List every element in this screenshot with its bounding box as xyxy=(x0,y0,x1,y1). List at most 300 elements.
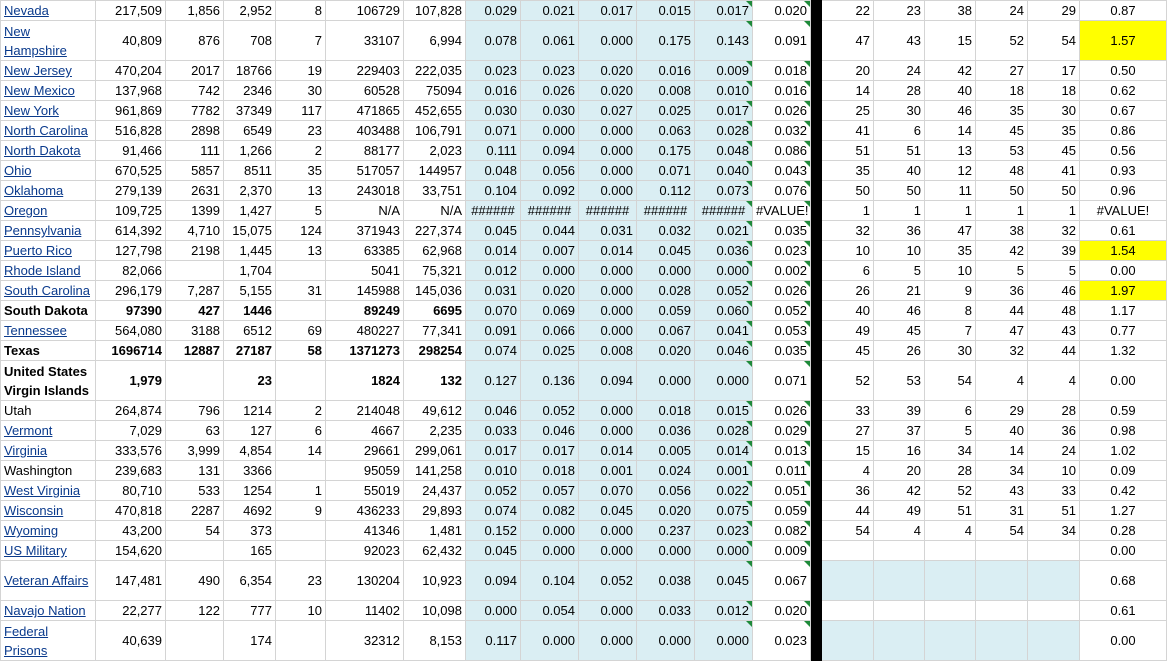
rank-cell[interactable]: 41 xyxy=(1028,161,1080,181)
count-cell[interactable]: 1,445 xyxy=(224,241,276,261)
rate-cell[interactable]: 0.001 xyxy=(695,461,753,481)
score-cell[interactable]: 0.68 xyxy=(1080,561,1167,601)
rate-cell[interactable]: 0.060 xyxy=(695,301,753,321)
rate-cell[interactable]: 0.069 xyxy=(521,301,579,321)
rate-cell[interactable]: 0.237 xyxy=(637,521,695,541)
count-cell[interactable]: 5857 xyxy=(166,161,224,181)
count-cell[interactable]: 4,710 xyxy=(166,221,224,241)
rate-cell[interactable]: 0.010 xyxy=(695,81,753,101)
average-cell[interactable]: 0.076 xyxy=(753,181,811,201)
rank-cell[interactable]: 39 xyxy=(874,401,925,421)
rate-cell[interactable]: 0.001 xyxy=(579,461,637,481)
rank-cell[interactable]: 38 xyxy=(925,1,976,21)
count-cell[interactable]: 89249 xyxy=(326,301,404,321)
rank-cell[interactable]: 49 xyxy=(822,321,874,341)
rate-cell[interactable]: 0.070 xyxy=(579,481,637,501)
rank-cell[interactable]: 25 xyxy=(822,101,874,121)
count-cell[interactable]: 22,277 xyxy=(96,601,166,621)
count-cell[interactable]: 2287 xyxy=(166,501,224,521)
rate-cell[interactable]: 0.152 xyxy=(466,521,521,541)
rank-cell[interactable]: 15 xyxy=(822,441,874,461)
average-cell[interactable]: #VALUE! xyxy=(753,201,811,221)
rate-cell[interactable]: 0.023 xyxy=(466,61,521,81)
count-cell[interactable]: 7,029 xyxy=(96,421,166,441)
rank-cell[interactable]: 38 xyxy=(976,221,1028,241)
count-cell[interactable] xyxy=(166,361,224,401)
rank-cell[interactable]: 50 xyxy=(822,181,874,201)
row-label-cell[interactable]: South Carolina xyxy=(1,281,96,301)
rate-cell[interactable]: 0.057 xyxy=(521,481,579,501)
count-cell[interactable]: 296,179 xyxy=(96,281,166,301)
count-cell[interactable]: 111 xyxy=(166,141,224,161)
rank-cell[interactable]: 18 xyxy=(976,81,1028,101)
rank-cell[interactable]: 52 xyxy=(822,361,874,401)
rank-cell[interactable]: 14 xyxy=(925,121,976,141)
rank-cell[interactable]: 48 xyxy=(976,161,1028,181)
average-cell[interactable]: 0.052 xyxy=(753,301,811,321)
score-cell[interactable]: 0.87 xyxy=(1080,1,1167,21)
rank-cell[interactable]: 18 xyxy=(1028,81,1080,101)
rank-cell[interactable]: 44 xyxy=(822,501,874,521)
count-cell[interactable]: 6 xyxy=(276,421,326,441)
average-cell[interactable]: 0.011 xyxy=(753,461,811,481)
count-cell[interactable]: 127 xyxy=(224,421,276,441)
count-cell[interactable]: 23 xyxy=(276,561,326,601)
row-label-cell[interactable]: New Jersey xyxy=(1,61,96,81)
rate-cell[interactable]: 0.014 xyxy=(695,441,753,461)
count-cell[interactable]: 670,525 xyxy=(96,161,166,181)
count-cell[interactable]: 75,321 xyxy=(404,261,466,281)
count-cell[interactable]: 95059 xyxy=(326,461,404,481)
count-cell[interactable]: 1824 xyxy=(326,361,404,401)
rank-cell[interactable]: 24 xyxy=(1028,441,1080,461)
rate-cell[interactable]: 0.014 xyxy=(579,441,637,461)
average-cell[interactable]: 0.086 xyxy=(753,141,811,161)
count-cell[interactable]: 109,725 xyxy=(96,201,166,221)
rate-cell[interactable]: 0.000 xyxy=(466,601,521,621)
count-cell[interactable]: 2198 xyxy=(166,241,224,261)
rate-cell[interactable]: 0.094 xyxy=(466,561,521,601)
count-cell[interactable]: 60528 xyxy=(326,81,404,101)
rank-cell[interactable]: 43 xyxy=(1028,321,1080,341)
rate-cell[interactable]: 0.012 xyxy=(466,261,521,281)
rank-cell[interactable]: 10 xyxy=(874,241,925,261)
rate-cell[interactable]: 0.143 xyxy=(695,21,753,61)
rate-cell[interactable]: 0.094 xyxy=(521,141,579,161)
rank-cell[interactable]: 28 xyxy=(874,81,925,101)
rate-cell[interactable]: 0.048 xyxy=(695,141,753,161)
count-cell[interactable]: 80,710 xyxy=(96,481,166,501)
rate-cell[interactable]: 0.104 xyxy=(466,181,521,201)
rate-cell[interactable]: 0.078 xyxy=(466,21,521,61)
count-cell[interactable]: 2898 xyxy=(166,121,224,141)
count-cell[interactable]: 452,655 xyxy=(404,101,466,121)
rank-cell[interactable]: 27 xyxy=(822,421,874,441)
count-cell[interactable]: 41346 xyxy=(326,521,404,541)
average-cell[interactable]: 0.043 xyxy=(753,161,811,181)
count-cell[interactable] xyxy=(276,461,326,481)
count-cell[interactable]: 13 xyxy=(276,181,326,201)
rank-cell[interactable]: 45 xyxy=(976,121,1028,141)
count-cell[interactable]: 107,828 xyxy=(404,1,466,21)
row-label-cell[interactable]: Utah xyxy=(1,401,96,421)
count-cell[interactable]: 1214 xyxy=(224,401,276,421)
count-cell[interactable]: 62,968 xyxy=(404,241,466,261)
rate-cell[interactable]: 0.008 xyxy=(637,81,695,101)
rank-cell[interactable]: 11 xyxy=(925,181,976,201)
row-label-cell[interactable]: Rhode Island xyxy=(1,261,96,281)
score-cell[interactable]: 0.61 xyxy=(1080,601,1167,621)
rank-cell[interactable]: 10 xyxy=(822,241,874,261)
rank-cell[interactable]: 20 xyxy=(874,461,925,481)
count-cell[interactable]: 13 xyxy=(276,241,326,261)
rank-cell[interactable]: 1 xyxy=(874,201,925,221)
count-cell[interactable]: 3366 xyxy=(224,461,276,481)
count-cell[interactable]: 470,818 xyxy=(96,501,166,521)
average-cell[interactable]: 0.035 xyxy=(753,341,811,361)
rank-cell[interactable] xyxy=(976,541,1028,561)
rate-cell[interactable]: 0.028 xyxy=(695,121,753,141)
score-cell[interactable]: 1.02 xyxy=(1080,441,1167,461)
count-cell[interactable]: 371943 xyxy=(326,221,404,241)
count-cell[interactable]: 122 xyxy=(166,601,224,621)
rate-cell[interactable]: 0.023 xyxy=(521,61,579,81)
row-label-cell[interactable]: Puerto Rico xyxy=(1,241,96,261)
rate-cell[interactable]: 0.092 xyxy=(521,181,579,201)
score-cell[interactable]: 1.57 xyxy=(1080,21,1167,61)
count-cell[interactable]: 1446 xyxy=(224,301,276,321)
rank-cell[interactable]: 44 xyxy=(976,301,1028,321)
rate-cell[interactable]: 0.000 xyxy=(637,621,695,661)
rate-cell[interactable]: 0.066 xyxy=(521,321,579,341)
count-cell[interactable]: 7782 xyxy=(166,101,224,121)
score-cell[interactable]: 0.67 xyxy=(1080,101,1167,121)
score-cell[interactable]: 0.42 xyxy=(1080,481,1167,501)
rank-cell[interactable]: 27 xyxy=(976,61,1028,81)
row-label-cell[interactable]: Veteran Affairs xyxy=(1,561,96,601)
rate-cell[interactable]: 0.091 xyxy=(466,321,521,341)
rate-cell[interactable]: 0.000 xyxy=(521,261,579,281)
rate-cell[interactable]: 0.026 xyxy=(521,81,579,101)
rate-cell[interactable]: 0.007 xyxy=(521,241,579,261)
count-cell[interactable]: 564,080 xyxy=(96,321,166,341)
average-cell[interactable]: 0.059 xyxy=(753,501,811,521)
rate-cell[interactable]: 0.017 xyxy=(695,101,753,121)
rank-cell[interactable]: 51 xyxy=(874,141,925,161)
count-cell[interactable]: 8511 xyxy=(224,161,276,181)
count-cell[interactable]: 4692 xyxy=(224,501,276,521)
rate-cell[interactable]: 0.000 xyxy=(579,541,637,561)
rank-cell[interactable]: 30 xyxy=(874,101,925,121)
rank-cell[interactable]: 16 xyxy=(874,441,925,461)
count-cell[interactable]: 145988 xyxy=(326,281,404,301)
rate-cell[interactable]: 0.175 xyxy=(637,141,695,161)
rate-cell[interactable]: 0.020 xyxy=(521,281,579,301)
count-cell[interactable]: 1399 xyxy=(166,201,224,221)
count-cell[interactable]: 19 xyxy=(276,61,326,81)
rate-cell[interactable]: 0.073 xyxy=(695,181,753,201)
rate-cell[interactable]: 0.045 xyxy=(695,561,753,601)
rank-cell[interactable]: 5 xyxy=(1028,261,1080,281)
rank-cell[interactable]: 36 xyxy=(822,481,874,501)
rate-cell[interactable]: 0.000 xyxy=(579,601,637,621)
rank-cell[interactable]: 54 xyxy=(925,361,976,401)
average-cell[interactable]: 0.029 xyxy=(753,421,811,441)
count-cell[interactable]: 117 xyxy=(276,101,326,121)
count-cell[interactable]: 777 xyxy=(224,601,276,621)
count-cell[interactable]: 517057 xyxy=(326,161,404,181)
count-cell[interactable]: 10,923 xyxy=(404,561,466,601)
rank-cell[interactable]: 36 xyxy=(874,221,925,241)
count-cell[interactable]: 63 xyxy=(166,421,224,441)
rank-cell[interactable]: 40 xyxy=(925,81,976,101)
count-cell[interactable] xyxy=(276,301,326,321)
count-cell[interactable]: 961,869 xyxy=(96,101,166,121)
count-cell[interactable]: 40,809 xyxy=(96,21,166,61)
rate-cell[interactable]: 0.033 xyxy=(637,601,695,621)
rate-cell[interactable]: 0.000 xyxy=(579,121,637,141)
rank-cell[interactable]: 32 xyxy=(976,341,1028,361)
rank-cell[interactable]: 4 xyxy=(976,361,1028,401)
rate-cell[interactable]: 0.000 xyxy=(579,301,637,321)
count-cell[interactable]: 427 xyxy=(166,301,224,321)
rate-cell[interactable]: 0.056 xyxy=(637,481,695,501)
count-cell[interactable]: 29,893 xyxy=(404,501,466,521)
rank-cell[interactable]: 41 xyxy=(822,121,874,141)
count-cell[interactable]: 131 xyxy=(166,461,224,481)
count-cell[interactable]: 299,061 xyxy=(404,441,466,461)
rank-cell[interactable]: 5 xyxy=(874,261,925,281)
count-cell[interactable]: 5,155 xyxy=(224,281,276,301)
count-cell[interactable]: 876 xyxy=(166,21,224,61)
count-cell[interactable]: 1696714 xyxy=(96,341,166,361)
rank-cell[interactable]: 34 xyxy=(976,461,1028,481)
rate-cell[interactable]: 0.025 xyxy=(637,101,695,121)
rate-cell[interactable]: 0.021 xyxy=(695,221,753,241)
count-cell[interactable]: 3,999 xyxy=(166,441,224,461)
rank-cell[interactable]: 45 xyxy=(874,321,925,341)
count-cell[interactable]: 298254 xyxy=(404,341,466,361)
rate-cell[interactable]: 0.000 xyxy=(579,161,637,181)
rate-cell[interactable]: 0.071 xyxy=(466,121,521,141)
rank-cell[interactable]: 36 xyxy=(1028,421,1080,441)
rate-cell[interactable]: 0.000 xyxy=(579,621,637,661)
count-cell[interactable]: 29661 xyxy=(326,441,404,461)
rate-cell[interactable]: 0.052 xyxy=(579,561,637,601)
rate-cell[interactable]: 0.021 xyxy=(521,1,579,21)
count-cell[interactable]: 1,427 xyxy=(224,201,276,221)
count-cell[interactable]: 403488 xyxy=(326,121,404,141)
rank-cell[interactable]: 42 xyxy=(925,61,976,81)
rank-cell[interactable] xyxy=(1028,621,1080,661)
rate-cell[interactable]: 0.012 xyxy=(695,601,753,621)
rate-cell[interactable]: 0.015 xyxy=(695,401,753,421)
row-label-cell[interactable]: Washington xyxy=(1,461,96,481)
rank-cell[interactable]: 35 xyxy=(976,101,1028,121)
rate-cell[interactable]: ###### xyxy=(579,201,637,221)
count-cell[interactable]: 3188 xyxy=(166,321,224,341)
count-cell[interactable]: 10 xyxy=(276,601,326,621)
score-cell[interactable]: 1.27 xyxy=(1080,501,1167,521)
rate-cell[interactable]: 0.074 xyxy=(466,501,521,521)
average-cell[interactable]: 0.018 xyxy=(753,61,811,81)
rate-cell[interactable]: 0.022 xyxy=(695,481,753,501)
rate-cell[interactable]: 0.044 xyxy=(521,221,579,241)
score-cell[interactable]: 0.59 xyxy=(1080,401,1167,421)
count-cell[interactable]: 222,035 xyxy=(404,61,466,81)
rate-cell[interactable]: 0.038 xyxy=(637,561,695,601)
count-cell[interactable]: 279,139 xyxy=(96,181,166,201)
count-cell[interactable]: 165 xyxy=(224,541,276,561)
count-cell[interactable]: 12887 xyxy=(166,341,224,361)
count-cell[interactable]: 7 xyxy=(276,21,326,61)
score-cell[interactable]: 0.98 xyxy=(1080,421,1167,441)
rank-cell[interactable]: 35 xyxy=(822,161,874,181)
rank-cell[interactable] xyxy=(874,621,925,661)
rank-cell[interactable]: 42 xyxy=(874,481,925,501)
count-cell[interactable]: 174 xyxy=(224,621,276,661)
row-label-cell[interactable]: West Virginia xyxy=(1,481,96,501)
rank-cell[interactable] xyxy=(1028,601,1080,621)
count-cell[interactable]: 2 xyxy=(276,141,326,161)
count-cell[interactable]: 1,266 xyxy=(224,141,276,161)
rate-cell[interactable]: 0.025 xyxy=(521,341,579,361)
count-cell[interactable]: 58 xyxy=(276,341,326,361)
count-cell[interactable]: 27187 xyxy=(224,341,276,361)
rate-cell[interactable]: 0.045 xyxy=(637,241,695,261)
count-cell[interactable]: 147,481 xyxy=(96,561,166,601)
rate-cell[interactable]: 0.010 xyxy=(466,461,521,481)
rate-cell[interactable]: ###### xyxy=(521,201,579,221)
score-cell[interactable]: 0.50 xyxy=(1080,61,1167,81)
rate-cell[interactable]: 0.112 xyxy=(637,181,695,201)
row-label-cell[interactable]: Oregon xyxy=(1,201,96,221)
count-cell[interactable]: 2,370 xyxy=(224,181,276,201)
count-cell[interactable]: 1254 xyxy=(224,481,276,501)
rank-cell[interactable]: 28 xyxy=(1028,401,1080,421)
rank-cell[interactable]: 8 xyxy=(925,301,976,321)
count-cell[interactable]: 40,639 xyxy=(96,621,166,661)
rank-cell[interactable]: 49 xyxy=(874,501,925,521)
count-cell[interactable]: 127,798 xyxy=(96,241,166,261)
rate-cell[interactable]: ###### xyxy=(637,201,695,221)
rate-cell[interactable]: 0.041 xyxy=(695,321,753,341)
average-cell[interactable]: 0.020 xyxy=(753,1,811,21)
rate-cell[interactable]: 0.063 xyxy=(637,121,695,141)
rate-cell[interactable]: 0.009 xyxy=(695,61,753,81)
rate-cell[interactable]: 0.045 xyxy=(466,221,521,241)
rate-cell[interactable]: 0.036 xyxy=(695,241,753,261)
count-cell[interactable]: 145,036 xyxy=(404,281,466,301)
rate-cell[interactable]: 0.082 xyxy=(521,501,579,521)
count-cell[interactable]: 106729 xyxy=(326,1,404,21)
rank-cell[interactable]: 51 xyxy=(925,501,976,521)
score-cell[interactable]: 0.00 xyxy=(1080,261,1167,281)
rank-cell[interactable]: 54 xyxy=(822,521,874,541)
rate-cell[interactable]: 0.056 xyxy=(521,161,579,181)
rank-cell[interactable]: 33 xyxy=(1028,481,1080,501)
rank-cell[interactable]: 26 xyxy=(822,281,874,301)
rank-cell[interactable] xyxy=(822,621,874,661)
score-cell[interactable]: 1.54 xyxy=(1080,241,1167,261)
rate-cell[interactable]: 0.054 xyxy=(521,601,579,621)
rate-cell[interactable]: 0.000 xyxy=(521,121,579,141)
count-cell[interactable]: 490 xyxy=(166,561,224,601)
rank-cell[interactable]: 43 xyxy=(976,481,1028,501)
count-cell[interactable] xyxy=(276,261,326,281)
average-cell[interactable]: 0.091 xyxy=(753,21,811,61)
count-cell[interactable]: 31 xyxy=(276,281,326,301)
count-cell[interactable]: 23 xyxy=(224,361,276,401)
row-label-cell[interactable]: New Mexico xyxy=(1,81,96,101)
score-cell[interactable]: 0.09 xyxy=(1080,461,1167,481)
rate-cell[interactable]: 0.017 xyxy=(695,1,753,21)
rate-cell[interactable]: 0.046 xyxy=(521,421,579,441)
rank-cell[interactable]: 40 xyxy=(822,301,874,321)
rank-cell[interactable]: 29 xyxy=(976,401,1028,421)
rank-cell[interactable]: 14 xyxy=(822,81,874,101)
count-cell[interactable]: 373 xyxy=(224,521,276,541)
rate-cell[interactable]: 0.075 xyxy=(695,501,753,521)
count-cell[interactable]: 97390 xyxy=(96,301,166,321)
row-label-cell[interactable]: Wyoming xyxy=(1,521,96,541)
count-cell[interactable]: 14 xyxy=(276,441,326,461)
rank-cell[interactable]: 44 xyxy=(1028,341,1080,361)
count-cell[interactable] xyxy=(166,541,224,561)
rank-cell[interactable]: 4 xyxy=(1028,361,1080,401)
rate-cell[interactable]: 0.016 xyxy=(466,81,521,101)
rate-cell[interactable]: 0.000 xyxy=(579,401,637,421)
rate-cell[interactable]: 0.000 xyxy=(579,141,637,161)
rank-cell[interactable]: 17 xyxy=(1028,61,1080,81)
count-cell[interactable]: 8,153 xyxy=(404,621,466,661)
average-cell[interactable]: 0.026 xyxy=(753,281,811,301)
rate-cell[interactable]: 0.018 xyxy=(637,401,695,421)
row-label-cell[interactable]: Oklahoma xyxy=(1,181,96,201)
rate-cell[interactable]: 0.000 xyxy=(695,541,753,561)
rank-cell[interactable]: 6 xyxy=(822,261,874,281)
rank-cell[interactable]: 47 xyxy=(976,321,1028,341)
count-cell[interactable]: 214048 xyxy=(326,401,404,421)
rate-cell[interactable]: 0.000 xyxy=(521,521,579,541)
rank-cell[interactable]: 4 xyxy=(925,521,976,541)
rank-cell[interactable]: 46 xyxy=(925,101,976,121)
rank-cell[interactable]: 30 xyxy=(1028,101,1080,121)
rank-cell[interactable]: 10 xyxy=(925,261,976,281)
rate-cell[interactable]: 0.036 xyxy=(637,421,695,441)
score-cell[interactable]: 0.93 xyxy=(1080,161,1167,181)
rank-cell[interactable]: 6 xyxy=(925,401,976,421)
rank-cell[interactable]: 53 xyxy=(874,361,925,401)
count-cell[interactable]: 4667 xyxy=(326,421,404,441)
rate-cell[interactable]: 0.117 xyxy=(466,621,521,661)
rank-cell[interactable] xyxy=(925,601,976,621)
rank-cell[interactable]: 52 xyxy=(976,21,1028,61)
rank-cell[interactable]: 26 xyxy=(874,341,925,361)
rank-cell[interactable]: 20 xyxy=(822,61,874,81)
count-cell[interactable]: 33107 xyxy=(326,21,404,61)
average-cell[interactable]: 0.032 xyxy=(753,121,811,141)
row-label-cell[interactable]: New York xyxy=(1,101,96,121)
rate-cell[interactable]: 0.028 xyxy=(695,421,753,441)
rate-cell[interactable]: 0.048 xyxy=(466,161,521,181)
rank-cell[interactable] xyxy=(874,541,925,561)
count-cell[interactable]: 37349 xyxy=(224,101,276,121)
rank-cell[interactable]: 1 xyxy=(976,201,1028,221)
rate-cell[interactable]: 0.030 xyxy=(521,101,579,121)
count-cell[interactable]: 132 xyxy=(404,361,466,401)
rank-cell[interactable]: 39 xyxy=(1028,241,1080,261)
